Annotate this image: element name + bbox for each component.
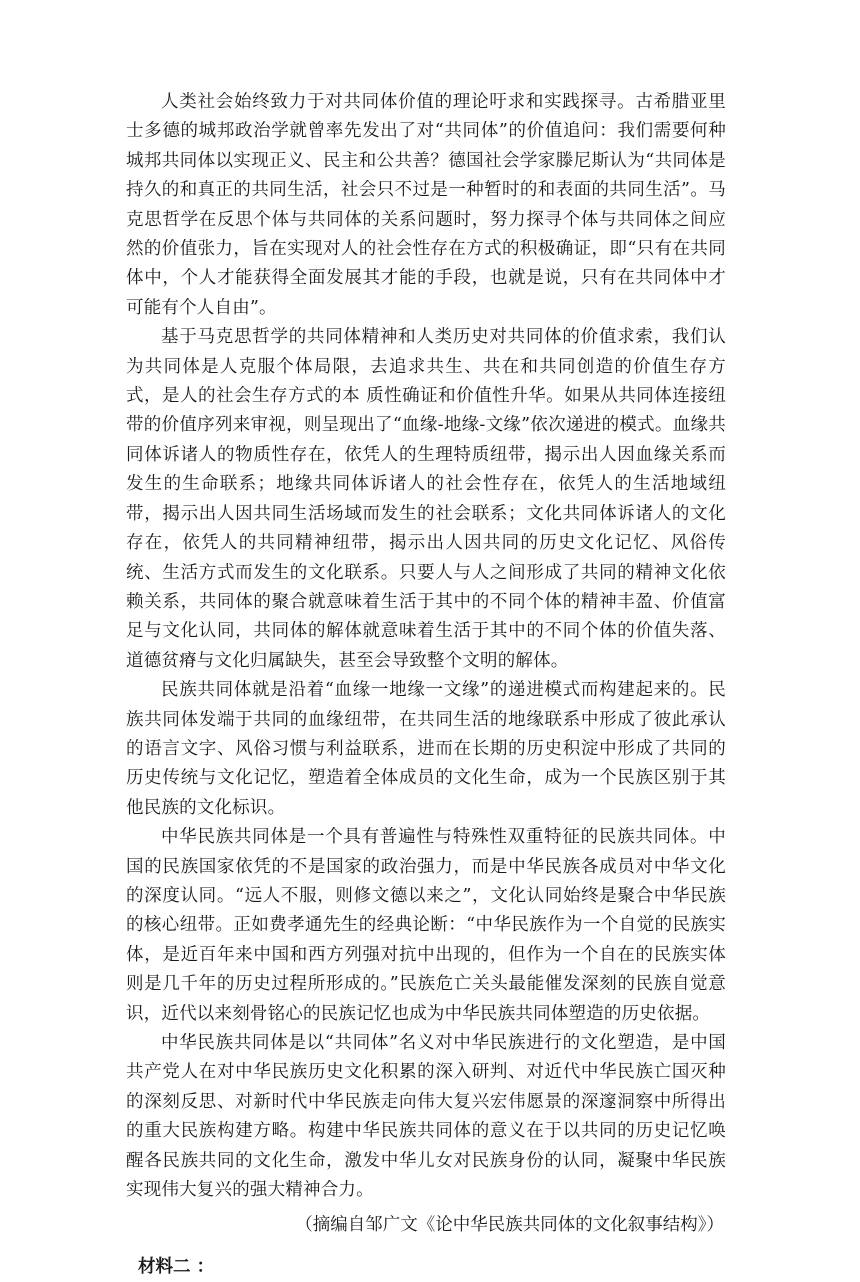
paragraph-4: 中华民族共同体是一个具有普遍性与特殊性双重特征的民族共同体。中国的民族国家依凭的不是国家的政治强力，而是中华民族各成员对中华文化的深度认同。“远人不服，则修文德以来之”，文化认同始终是聚合中华民族的核心纽带。正如费孝通先生的经典论断：“中华民族作为一个自觉的民族实体，是近百年来中国和西方列强对抗中出现的，但作为一个自在的民族实体则是几千年的历史过程所形成的。”民族危亡关头最能催发深刻的民族自觉意识，近代以来刻骨铭心的民族记忆也成为中华民族共同体塑造的历史依据。 bbox=[126, 827, 726, 1024]
document-page bbox=[126, 88, 726, 1282]
paragraph-2: 基于马克思哲学的共同体精神和人类历史对共同体的价值求索，我们认为共同体是人克服个体局限，去追求共生、共在和共同创造的价值生存方式，是人的社会生存方式的本 质性确证和价值性升华。如果从共同体连接纽带的价值序列来审视，则呈现出了“血缘-地缘-文缘”依次递进的模式。血缘共同体诉诸人的物质性存在，依凭人的生理特质纽带，揭示出人因血缘关系而发生的生命联系；地缘共同体诉诸人的社会性存在，依凭人的生活地域纽带，揭示出人因共同生活场域而发生的社会联系；文化共同体诉诸人的文化存在，依凭人的共同精神纽带，揭示出人因共同的历史文化记忆、风俗传统、生活方式而发生的文化联系。只要人与人之间形成了共同的精神文化依赖关系，共同体的聚合就意味着生活于其中的不同个体的精神丰盈、价值富足与文化认同，共同体的解体就意味着生活于其中的不同个体的价值失落、道德贫瘠与文化归属缺失，甚至会导致整个文明的解体。 bbox=[126, 327, 726, 671]
paragraph-5: 中华民族共同体是以“共同体”名义对中华民族进行的文化塑造，是中国共产党人在对中华民族历史文化积累的深入研判、对近代中华民族亡国灭种的深刻反思、对新时代中华民族走向伟大复兴宏伟愿景的深邃洞察中所得出的重大民族构建方略。构建中华民族共同体的意义在于以共同的历史记忆唤醒各民族共同的文化生命，激发中华儿女对民族身份的认同，凝聚中华民族实现伟大复兴的强大精神合力。 bbox=[126, 1033, 726, 1201]
material-two-heading: 材料二 ： bbox=[138, 1256, 215, 1277]
source-citation: （摘编自邹广文《论中华民族共同体的文化叙事结构》） bbox=[295, 1215, 724, 1236]
paragraph-1: 人类社会始终致力于对共同体价值的理论吁求和实践探寻。古希腊亚里士多德的城邦政治学就曾率先发出了对“共同体”的价值追问：我们需要何种城邦共同体以实现正义、民主和公共善？德国社会学家滕尼斯认为“共同体是持久的和真正的共同生活，社会只不过是一种暂时的和表面的共同生活”。马克思哲学在反思个体与共同体的关系问题时，努力探寻个体与共同体之间应然的价值张力，旨在实现对人的社会性存在方式的积极确证，即“只有在共同体中，个人才能获得全面发展其才能的手段，也就是说，只有在共同体中才可能有个人自由”。 bbox=[126, 92, 726, 318]
paragraph-3: 民族共同体就是沿着“血缘一地缘一文缘”的递进模式而构建起来的。民族共同体发端于共同的血缘纽带，在共同生活的地缘联系中形成了彼此承认的语言文字、风俗习惯与利益联系，进而在长期的历史积淀中形成了共同的历史传统与文化记忆，塑造着全体成员的文化生命，成为一个民族区别于其他民族的文化标识。 bbox=[126, 680, 726, 818]
